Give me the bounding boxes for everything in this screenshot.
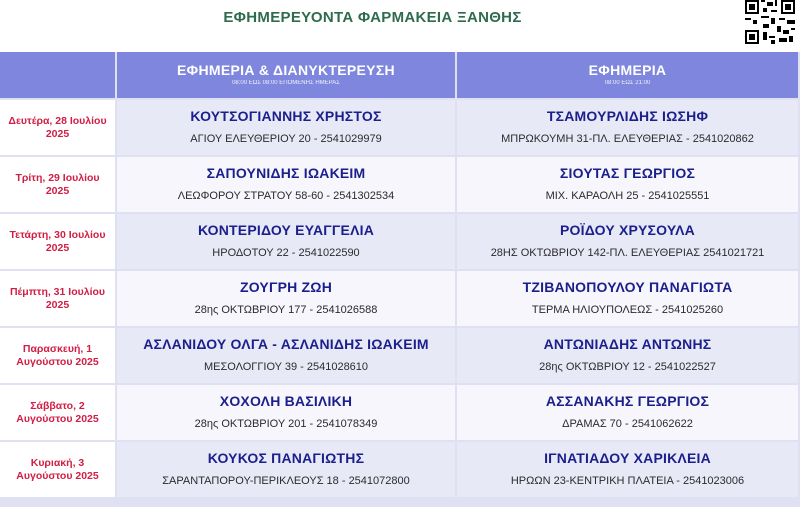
pharmacy-name: ΤΖΙΒΑΝΟΠΟΥΛΟΥ ΠΑΝΑΓΙΩΤΑ (522, 279, 733, 295)
pharmacy-name: ΣΙΟΥΤΑΣ ΓΕΩΡΓΙΟΣ (559, 165, 696, 181)
pharmacy-address: ΣΑΡΑΝΤΑΠΟΡΟΥ-ΠΕΡΙΚΛΕΟΥΣ 18 - 2541072800 (162, 475, 410, 487)
header-overnight-title: ΕΦΗΜΕΡΙΑ & ΔΙΑΝΥΚΤΕΡΕΥΣΗ (177, 62, 395, 78)
pharmacy-address: ΜΕΣΟΛΟΓΓΙΟΥ 39 - 2541028610 (203, 361, 369, 373)
header-day-column (457, 52, 798, 98)
day-pharmacy-cell (457, 442, 798, 497)
pharmacy-address: ΜΙΧ. ΚΑΡΑΟΛΗ 25 - 2541025551 (545, 190, 710, 202)
pharmacy-name: ΑΣΣΑΝΑΚΗΣ ΓΕΩΡΓΙΟΣ (545, 393, 710, 409)
date-cell (0, 385, 115, 440)
pharmacy-name: ΧΟΧΟΛΗ ΒΑΣΙΛΙΚΗ (219, 393, 353, 409)
date-cell (0, 100, 115, 155)
pharmacy-name: ΡΟΪΔΟΥ ΧΡΥΣΟΥΛΑ (560, 222, 695, 238)
page-title: ΕΦΗΜΕΡΕΥΟΝΤΑ ΦΑΡΜΑΚΕΙΑ ΞΑΝΘΗΣ (223, 9, 522, 26)
date-label: Τετάρτη, 30 Ιουλίου 2025 (9, 228, 106, 254)
day-pharmacy-cell (457, 328, 798, 383)
pharmacy-address: ΜΠΡΩΚΟΥΜΗ 31-ΠΛ. ΕΛΕΥΘΕΡΙΑΣ - 2541020862 (501, 133, 754, 145)
date-cell (0, 271, 115, 326)
date-label: Παρασκευή, 1 Αυγούστου 2025 (16, 342, 99, 368)
day-pharmacy-cell (457, 157, 798, 212)
pharmacy-name: ΚΟΥΚΟΣ ΠΑΝΑΓΙΩΤΗΣ (207, 450, 365, 466)
pharmacy-name: ΚΟΥΤΣΟΓΙΑΝΝΗΣ ΧΡΗΣΤΟΣ (190, 108, 382, 124)
pharmacy-address: 28ης ΟΚΤΩΒΡΙΟΥ 177 - 2541026588 (194, 304, 378, 316)
date-cell (0, 442, 115, 497)
overnight-pharmacy-cell (117, 385, 455, 440)
header-blank-cell (0, 52, 115, 98)
day-pharmacy-cell (457, 271, 798, 326)
pharmacy-address: 28ης ΟΚΤΩΒΡΙΟΥ 201 - 2541078349 (194, 418, 378, 430)
pharmacy-address: ΗΡΩΩΝ 23-ΚΕΝΤΡΙΚΗ ΠΛΑΤΕΙΑ - 2541023006 (510, 475, 745, 487)
header-overnight-hours: 08:00 ΕΩΣ 08:00 ΕΠΟΜΕΝΗΣ ΗΜΕΡΑΣ (232, 80, 340, 86)
pharmacy-address: ΔΡΑΜΑΣ 70 - 2541062622 (562, 418, 693, 430)
pharmacy-address: ΛΕΩΦΟΡΟΥ ΣΤΡΑΤΟΥ 58-60 - 2541302534 (177, 190, 395, 202)
date-label: Σάββατο, 2 Αυγούστου 2025 (16, 399, 99, 425)
header-day-title: ΕΦΗΜΕΡΙΑ (588, 62, 667, 78)
date-cell (0, 214, 115, 269)
pharmacy-address: ΗΡΟΔΟΤΟΥ 22 - 2541022590 (212, 247, 360, 259)
date-cell (0, 157, 115, 212)
pharmacy-name: ΑΣΛΑΝΙΔΟΥ ΟΛΓΑ - ΑΣΛΑΝΙΔΗΣ ΙΩΑΚΕΙΜ (143, 336, 429, 352)
day-pharmacy-cell (457, 100, 798, 155)
day-pharmacy-cell (457, 385, 798, 440)
table-row (0, 328, 800, 383)
overnight-pharmacy-cell (117, 157, 455, 212)
overnight-pharmacy-cell (117, 442, 455, 497)
overnight-pharmacy-cell (117, 214, 455, 269)
pharmacy-schedule-table (0, 52, 800, 507)
pharmacy-name: ΙΓΝΑΤΙΑΔΟΥ ΧΑΡΙΚΛΕΙΑ (544, 450, 711, 466)
date-label: Κυριακή, 3 Αυγούστου 2025 (16, 456, 99, 482)
overnight-pharmacy-cell (117, 328, 455, 383)
pharmacy-name: ΖΟΥΓΡΗ ΖΩΗ (239, 279, 333, 295)
pharmacy-address: ΑΓΙΟΥ ΕΛΕΥΘΕΡΙΟΥ 20 - 2541029979 (190, 133, 382, 145)
table-row (0, 100, 800, 155)
table-row (0, 214, 800, 269)
pharmacy-name: ΤΣΑΜΟΥΡΛΙΔΗΣ ΙΩΣΗΦ (546, 108, 709, 124)
pharmacy-name: ΣΑΠΟΥΝΙΔΗΣ ΙΩΑΚΕΙΜ (206, 165, 366, 181)
table-row (0, 271, 800, 326)
overnight-pharmacy-cell (117, 100, 455, 155)
date-label: Τρίτη, 29 Ιουλίου 2025 (15, 171, 100, 197)
table-row (0, 442, 800, 497)
table-row (0, 385, 800, 440)
pharmacy-name: ΑΝΤΩΝΙΑΔΗΣ ΑΝΤΩΝΗΣ (543, 336, 712, 352)
qr-code-icon (745, 0, 795, 44)
table-row (0, 157, 800, 212)
pharmacy-address: 28ης ΟΚΤΩΒΡΙΟΥ 12 - 2541022527 (539, 361, 716, 373)
date-cell (0, 328, 115, 383)
day-pharmacy-cell (457, 214, 798, 269)
header-day-hours: 08:00 ΕΩΣ 21:00 (604, 80, 651, 86)
overnight-pharmacy-cell (117, 271, 455, 326)
date-label: Δευτέρα, 28 Ιουλίου 2025 (8, 114, 107, 140)
pharmacy-address: 28ΗΣ ΟΚΤΩΒΡΙΟΥ 142-ΠΛ. ΕΛΕΥΘΕΡΙΑΣ 2541021721 (490, 247, 765, 259)
header-overnight-column (117, 52, 455, 98)
date-label: Πέμπτη, 31 Ιουλίου 2025 (9, 285, 106, 311)
pharmacy-name: ΚΟΝΤΕΡΙΔΟΥ ΕΥΑΓΓΕΛΙΑ (197, 222, 375, 238)
pharmacy-address: ΤΕΡΜΑ ΗΛΙΟΥΠΟΛΕΩΣ - 2541025260 (531, 304, 724, 316)
